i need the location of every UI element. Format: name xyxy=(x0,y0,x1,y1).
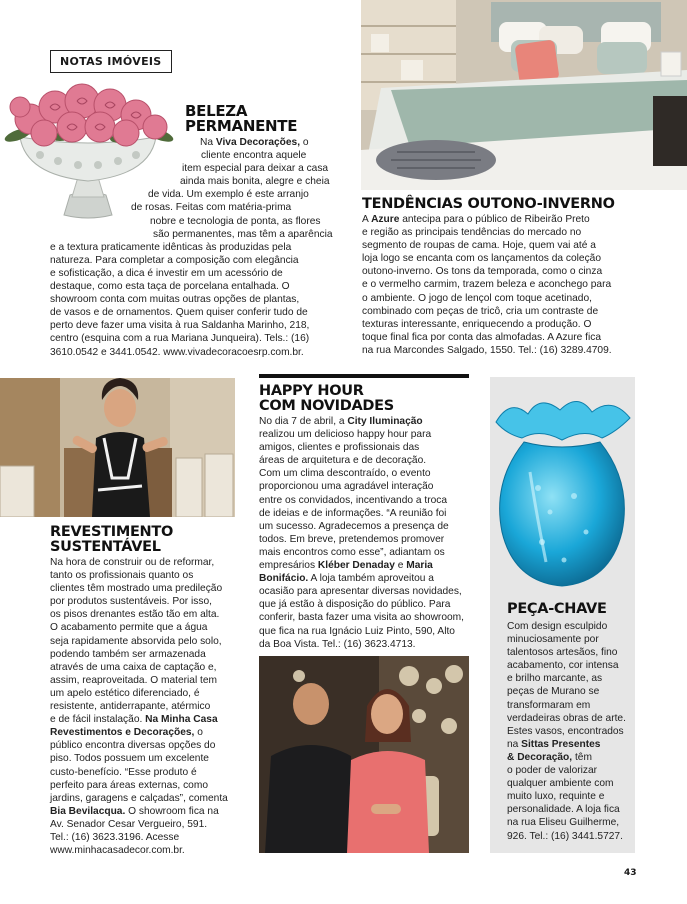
revestimento-line: os pisos drenantes estão tão em alta. xyxy=(50,609,220,621)
happy-line: amigos, clientes e profissionais das xyxy=(259,442,420,454)
beleza-line: de vasos e de ornamentos. Quem quiser conferir tudo de xyxy=(50,307,308,319)
beleza-line: showroom conta com muitas outras opções de plantas, xyxy=(50,294,300,306)
happy-line: áreas de arquitetura e de decoração. xyxy=(259,455,427,467)
revestimento-line: Av. Senador Cesar Vergueiro, 591. xyxy=(50,818,208,830)
revestimento-line: O acabamento permite que a água xyxy=(50,622,208,634)
revestimento-line: podendo também ser armazenada xyxy=(50,648,206,660)
revestimento-line: clientes têm mostrado uma predileção xyxy=(50,583,223,595)
beleza-title-line2: PERMANENTE xyxy=(185,117,298,135)
beleza-line: e a textura praticamente idênticas às produzidas pela xyxy=(50,241,292,253)
beleza-line: centro (esquina com a rua Mariana Junqueira). Tels.: (16) xyxy=(50,333,310,345)
happy-hour-photo xyxy=(259,656,469,853)
peca-line: Com design esculpido xyxy=(507,621,608,632)
peca-line: na rua Eliseu Guilherme, xyxy=(507,817,620,829)
peca-line: minuciosamente por xyxy=(507,634,599,646)
beleza-line: nobre e tecnologia de ponta, as flores xyxy=(150,215,321,227)
happy-line: ocasião para apresentar diversas novidades, xyxy=(259,586,462,598)
beleza-line: e sofisticação, a dica é investir em um acessório de xyxy=(50,267,283,279)
tendencias-line: texturas interessante, enriquecendo a produção. O xyxy=(362,318,592,330)
tendencias-line: combinado com peças de tricô, cria um contraste de xyxy=(362,305,599,317)
tendencias-title: TENDÊNCIAS OUTONO-INVERNO xyxy=(362,196,615,212)
happy-line: empresários Kléber Denaday e Maria xyxy=(259,560,433,572)
happy-line: mais encontros como esse”, adiantam os xyxy=(259,546,445,558)
revestimento-line: assim, reaproveitada. O material tem xyxy=(50,674,218,686)
peca-line: e brilho marcante, as xyxy=(507,673,603,685)
peca-line: transformaram em xyxy=(507,699,591,711)
peca-line: talentosos artesãos, fino xyxy=(507,647,618,659)
happy-title-line1: HAPPY HOUR xyxy=(259,383,364,399)
beleza-line: natureza. Para completar a composição com elegância xyxy=(50,254,299,266)
happy-line: Com um clima descontraído, o evento xyxy=(259,468,431,480)
happy-line: que já estão à disposição do público. Para xyxy=(259,599,451,611)
beleza-title-line1: BELEZA xyxy=(185,102,248,120)
beleza-line: ainda mais bonita, alegre e cheia xyxy=(180,176,330,188)
beleza-line: cliente encontra aquele xyxy=(201,150,307,162)
happy-body xyxy=(259,415,474,651)
happy-line: todos. Em breve, pretendemos promover xyxy=(259,533,445,545)
beleza-body xyxy=(50,136,355,359)
happy-line: de ideias e de informações. “A reunião foi xyxy=(259,507,447,519)
tendencias-line: o ambiente. O jogo de lençol com toque acetinado, xyxy=(362,292,592,304)
revestimento-line: através de uma caixa de captação e, xyxy=(50,661,217,673)
beleza-line: item especial para deixar a casa xyxy=(182,163,329,175)
revestimento-line: perfeito para áreas externas, como xyxy=(50,779,208,791)
revestimento-line: seja rapidamente absorvida pelo solo, xyxy=(50,635,222,647)
revestimento-line: www.minhacasadecor.com.br. xyxy=(50,845,185,857)
tendencias-line: e o vermelho carmim, trazem beleza e aconchego para xyxy=(362,279,612,291)
tendencias-line: segmento de roupas de cama. Hoje, quem vai até a xyxy=(362,240,596,252)
happy-line: Bonifácio. A loja também aproveitou a xyxy=(259,573,434,585)
revestimento-photo xyxy=(0,378,235,517)
beleza-line: de vida. Um exemplo é este arranjo xyxy=(148,189,309,201)
revestimento-line: um apelo estético diferenciado, é xyxy=(50,687,200,699)
revestimento-line: Revestimentos e Decorações, o xyxy=(50,727,203,739)
beleza-line: 3610.0542 e 3441.0542. www.vivadecoracoesrp.com.br. xyxy=(50,346,304,358)
beleza-line: são permanentes, mas têm a aparência xyxy=(153,228,333,240)
revestimento-line: e de fácil instalação. Na Minha Casa xyxy=(50,714,218,726)
beleza-line: perto deve fazer uma visita à rua Saldanha Marinho, 218, xyxy=(50,320,310,332)
beleza-line: de rosas. Feitas com matéria-prima xyxy=(131,202,292,214)
happy-line: da Boa Vista. Tel.: (16) 3623.4713. xyxy=(259,638,416,650)
happy-line: No dia 7 de abril, a City Iluminação xyxy=(259,416,423,427)
happy-line: conferir, basta fazer uma visita ao showroom, xyxy=(259,612,464,624)
peca-line: acabamento, cor intensa xyxy=(507,660,619,672)
revestimento-title xyxy=(50,525,173,555)
peca-line: Estes vasos, encontrados xyxy=(507,725,624,737)
peca-title: PEÇA-CHAVE xyxy=(507,601,607,617)
tendencias-line: A Azure antecipa para o público de Ribeirão Preto xyxy=(362,214,590,225)
peca-line: personalidade. A loja fica xyxy=(507,804,620,816)
happy-line: proporcionou uma agradável interação xyxy=(259,481,434,493)
beleza-line: destaque, como esta taça de porcelana entalhada. O xyxy=(50,281,290,293)
happy-line: realizou um delicioso happy hour para xyxy=(259,429,432,441)
happy-title-line2: COM NOVIDADES xyxy=(259,398,394,414)
peca-line: qualquer ambiente com xyxy=(507,778,614,790)
peca-line: verdadeiras obras de arte. xyxy=(507,712,626,724)
murano-vase-photo xyxy=(490,392,635,592)
revestimento-line: Na hora de construir ou de reformar, xyxy=(50,557,215,568)
peca-line: na Sittas Presentes xyxy=(507,738,601,750)
peca-line: 926. Tel.: (16) 3441.5727. xyxy=(507,830,623,842)
revestimento-line: Bia Bevilacqua. O showroom fica na xyxy=(50,805,219,817)
tendencias-line: e região as principais tendências do mercado no xyxy=(362,227,582,239)
peca-body xyxy=(507,620,632,843)
beleza-line: Na Viva Decorações, o xyxy=(200,137,309,148)
revestimento-line: público encontra diversas opções do xyxy=(50,740,216,752)
peca-line: peças de Murano se xyxy=(507,686,600,698)
peca-line: muito luxo, requinte e xyxy=(507,791,605,803)
revestimento-line: tanto os profissionais quanto os xyxy=(50,570,194,582)
revestimento-line: por produtos sustentáveis. Por isso, xyxy=(50,596,212,608)
section-tag: NOTAS IMÓVEIS xyxy=(50,50,172,73)
revestimento-line: jardins, garagens e calçadas”, comenta xyxy=(50,792,228,804)
bedroom-photo xyxy=(361,0,687,190)
tendencias-body xyxy=(362,213,682,357)
revestimento-line: resistente, antiderrapante, atérmico xyxy=(50,701,211,713)
happy-line: entre os convidados, incentivando a troca xyxy=(259,494,448,506)
happy-title xyxy=(259,384,394,414)
tendencias-line: na rua Marcondes Salgado, 1550. Tel.: (16) 3289.4709. xyxy=(362,344,612,356)
tendencias-line: outono-inverno. Os tons da temporada, como o cinza xyxy=(362,266,603,278)
revestimento-line: Tel.: (16) 3623.3196. Acesse xyxy=(50,831,180,843)
revestimento-line: piso. Todos possuem um excelente xyxy=(50,753,209,765)
revestimento-line: custo-benefício. “Esse produto é xyxy=(50,766,197,778)
peca-line: & Decoração, têm xyxy=(507,751,592,763)
happy-divider xyxy=(259,374,469,378)
revestimento-title-line1: REVESTIMENTO xyxy=(50,524,174,540)
tendencias-line: loja logo se encanta com os lançamentos da coleção xyxy=(362,253,601,265)
page-number: 43 xyxy=(624,868,637,878)
revestimento-body xyxy=(50,556,250,857)
peca-line: o poder de valorizar xyxy=(507,765,598,777)
happy-line: um sucesso. Agradecemos a presença de xyxy=(259,520,449,532)
beleza-title xyxy=(185,104,297,134)
revestimento-title-line2: SUSTENTÁVEL xyxy=(50,539,161,555)
tendencias-line: toque final fica por conta das almofadas. A Azure fica xyxy=(362,331,601,343)
happy-line: que fica na rua Ignácio Luiz Pinto, 590, Alto xyxy=(259,625,455,637)
